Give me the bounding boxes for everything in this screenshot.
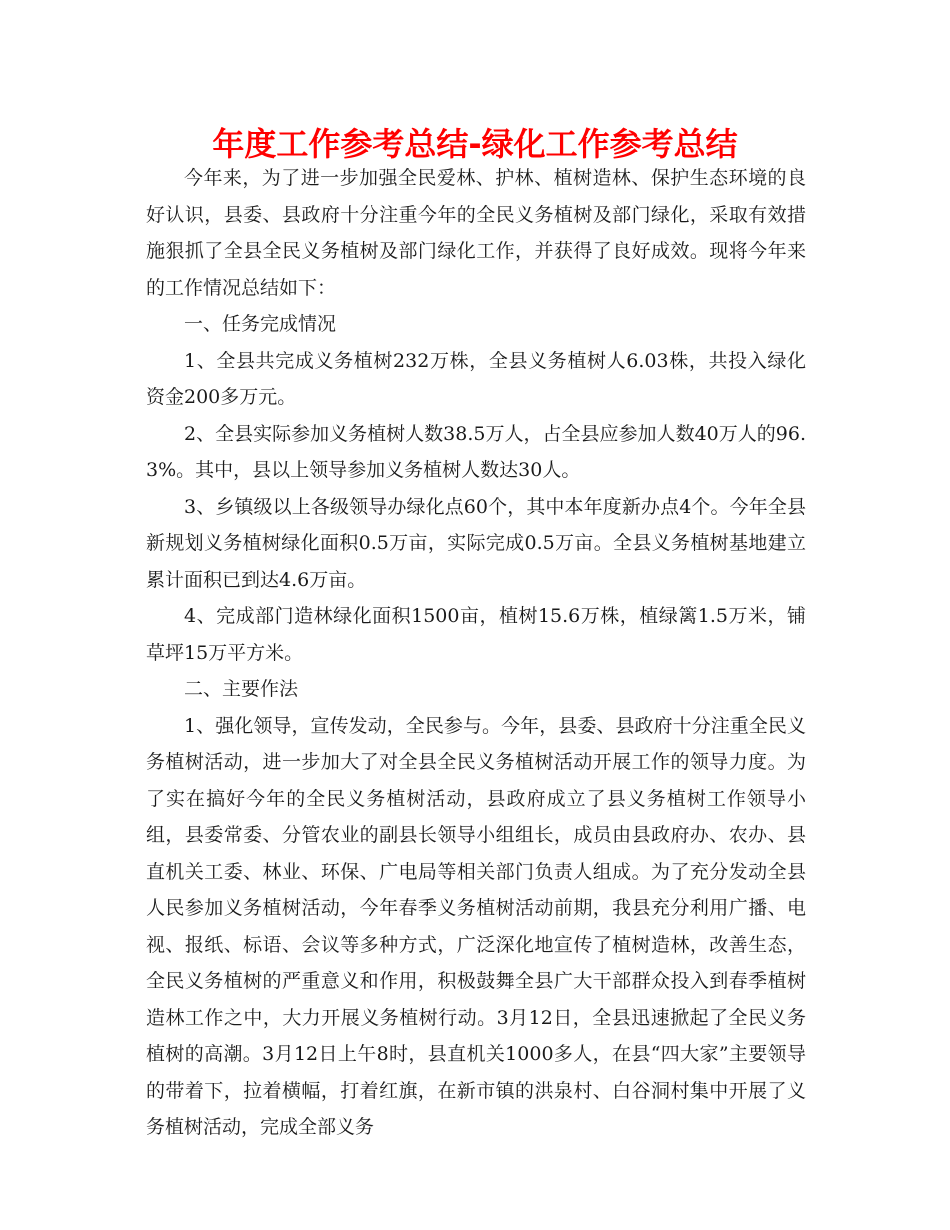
- paragraph-item-1: 1、全县共完成义务植树232万株，全县义务植树人6.03株，共投入绿化资金200多万元。: [146, 349, 806, 408]
- paragraph-item-4: 4、完成部门造林绿化面积1500亩，植树15.6万株，植绿篱1.5万米，铺草坪15万平方米。: [146, 605, 806, 664]
- paragraph-method-1: 1、强化领导，宣传发动，全民参与。今年，县委、县政府十分注重全民义务植树活动，进一步加大了对全县全民义务植树活动开展工作的领导力度。为了实在搞好今年的全民义务植树活动，县政府成立了县义务植树工作领导小组，县委常委、分管农业的副县长领导小组组长，成员由县政府办、农办、县直机关工委、林业、环保、广电局等相关部门负责人组成。为了充分发动全县人民参加义务植树活动，今年春季义务植树活动前期，我县充分利用广播、电视、报纸、标语、会议等多种方式，广泛深化地宣传了植树造林，改善生态，全民义务植树的严重意义和作用，积极鼓舞全县广大干部群众投入到春季植树造林工作之中，大力开展义务植树行动。3月12日，全县迅速掀起了全民义务植树的高潮。3月12日上午8时，县直机关1000多人，在县“四大家”主要领导的带着下，拉着横幅，打着红旗，在新市镇的洪泉村、白谷洞村集中开展了义务植树活动，完成全部义务: [146, 714, 806, 1138]
- section-heading-task-completion: 一、任务完成情况: [184, 313, 337, 335]
- document-title: 年度工作参考总结-绿化工作参考总结: [212, 125, 738, 163]
- paragraph-item-3: 3、乡镇级以上各级领导办绿化点60个，其中本年度新办点4个。今年全县新规划义务植树绿化面积0.5万亩，实际完成0.5万亩。全县义务植树基地建立累计面积已到达4.6万亩。: [146, 495, 806, 591]
- section-heading-main-methods: 二、主要作法: [184, 678, 299, 700]
- document-body: [146, 160, 806, 1146]
- paragraph-intro: 今年来，为了进一步加强全民爱林、护林、植树造林、保护生态环境的良好认识，县委、县政府十分注重今年的全民义务植树及部门绿化，采取有效措施狠抓了全县全民义务植树及部门绿化工作，并获得了良好成效。现将今年来的工作情况总结如下：: [146, 167, 806, 299]
- paragraph-item-2: 2、全县实际参加义务植树人数38.5万人，占全县应参加人数40万人的96.3%。其中，县以上领导参加义务植树人数达30人。: [146, 422, 806, 481]
